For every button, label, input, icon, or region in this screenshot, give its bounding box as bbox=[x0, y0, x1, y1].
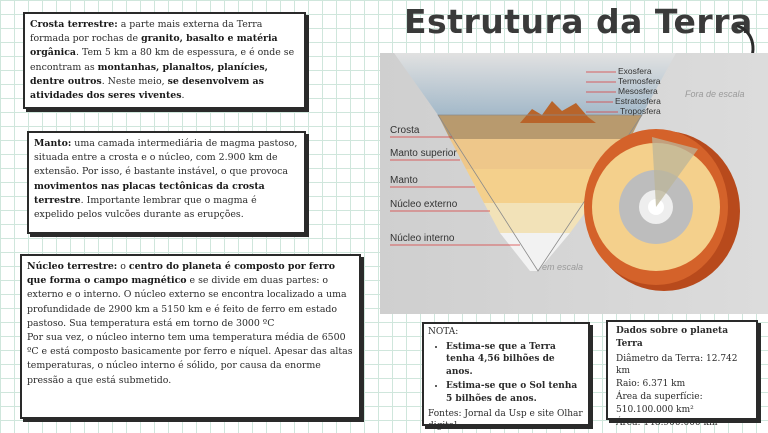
nucleo-info-box bbox=[20, 254, 361, 419]
crosta-relief: montanhas, planaltos, planícies, dentre outros bbox=[30, 61, 268, 87]
list-item: • Estima-se que o Sol tenha 5 bilhões de anos. bbox=[446, 380, 584, 405]
dados-raio: Raio: 6.371 km bbox=[616, 379, 686, 390]
nucleo-inner-text: Por sua vez, o núcleo interno tem uma temperatura média de 6500 ºC e está composto basicamente por ferro e níquel. Apesar das altas temperaturas, o núcleo interno é sólido, por causa da enorme pressão a que está submetido. bbox=[27, 332, 353, 386]
crosta-life: se desenvolvem as atividades dos seres viventes bbox=[30, 75, 264, 102]
nota-heading: NOTA: bbox=[428, 327, 459, 337]
crosta-rocks: granito, basalto e matéria orgânica bbox=[30, 33, 278, 59]
label-exosfera: Exosfera bbox=[618, 66, 652, 76]
manto-text: . Importante lembrar que o magma é expelido pelos vulcões durante as erupções. bbox=[34, 194, 257, 221]
earth-structure-diagram bbox=[380, 53, 768, 314]
crosta-text: . Neste meio, bbox=[101, 75, 168, 87]
label-estratosfera: Estratosfera bbox=[615, 96, 661, 106]
label-fora-de-escala: Fora de escala bbox=[685, 89, 745, 99]
label-em-escala: em escala bbox=[542, 262, 584, 272]
nota-list bbox=[428, 341, 584, 406]
crosta-info-box bbox=[23, 12, 306, 109]
label-troposfera: Troposfera bbox=[620, 106, 661, 116]
crosta-text: . Tem 5 km a 80 km de espessura, e é onde se encontram as bbox=[30, 47, 295, 73]
nucleo-magnetic: centro do planeta é composto por ferro que forma o campo magnético bbox=[27, 261, 336, 287]
crosta-text: . bbox=[181, 90, 185, 102]
dados-superficie: Área da superfície: 510.100.000 km² bbox=[616, 391, 703, 415]
nota-box bbox=[422, 322, 590, 432]
nota-source: Fontes: Jornal da Usp e site Olhar digital bbox=[428, 408, 583, 432]
dados-heading: Dados sobre o planeta Terra bbox=[616, 326, 729, 349]
crosta-term: Crosta terrestre: bbox=[30, 19, 118, 30]
label-manto: Manto bbox=[390, 175, 418, 186]
label-crosta: Crosta bbox=[390, 125, 420, 136]
label-manto-superior: Manto superior bbox=[390, 148, 457, 159]
manto-info-box bbox=[27, 131, 306, 234]
label-nucleo-externo: Núcleo externo bbox=[390, 199, 458, 210]
nucleo-text: o bbox=[117, 261, 129, 272]
nucleo-text: e se divide em duas partes: o externo e o interno. O núcleo externo se encontra localizado a uma profundidade de 2900 km a 5150 km e é feito de ferro em estado pastoso. Sua temperatura está em torno de 3000 ºC bbox=[27, 275, 347, 329]
label-mesosfera: Mesosfera bbox=[618, 86, 658, 96]
dados-area: Área: 148.900.000 km² bbox=[616, 417, 722, 428]
dados-diametro: Diâmetro da Terra: 12.742 km bbox=[616, 353, 738, 377]
label-nucleo-interno: Núcleo interno bbox=[390, 233, 455, 244]
manto-text: uma camada intermediária de magma pastoso, situada entre a crosta e o núcleo, com 2.900 km de extensão. Por isso, é bastante instável, o que provoca bbox=[34, 138, 298, 178]
manto-term: Manto: bbox=[34, 138, 72, 149]
label-termosfera: Termosfera bbox=[618, 76, 661, 86]
dados-box bbox=[606, 320, 758, 428]
list-item: • Estima-se que a Terra tenha 4,56 bilhões de anos. bbox=[446, 341, 584, 379]
crosta-text: a parte mais externa da Terra formada por rochas de bbox=[30, 19, 263, 45]
page-title: Estrutura da Terra bbox=[404, 2, 753, 41]
nucleo-term: Núcleo terrestre: bbox=[27, 261, 118, 272]
manto-tectonics: movimentos nas placas tectônicas da crosta terrestre bbox=[34, 180, 265, 206]
